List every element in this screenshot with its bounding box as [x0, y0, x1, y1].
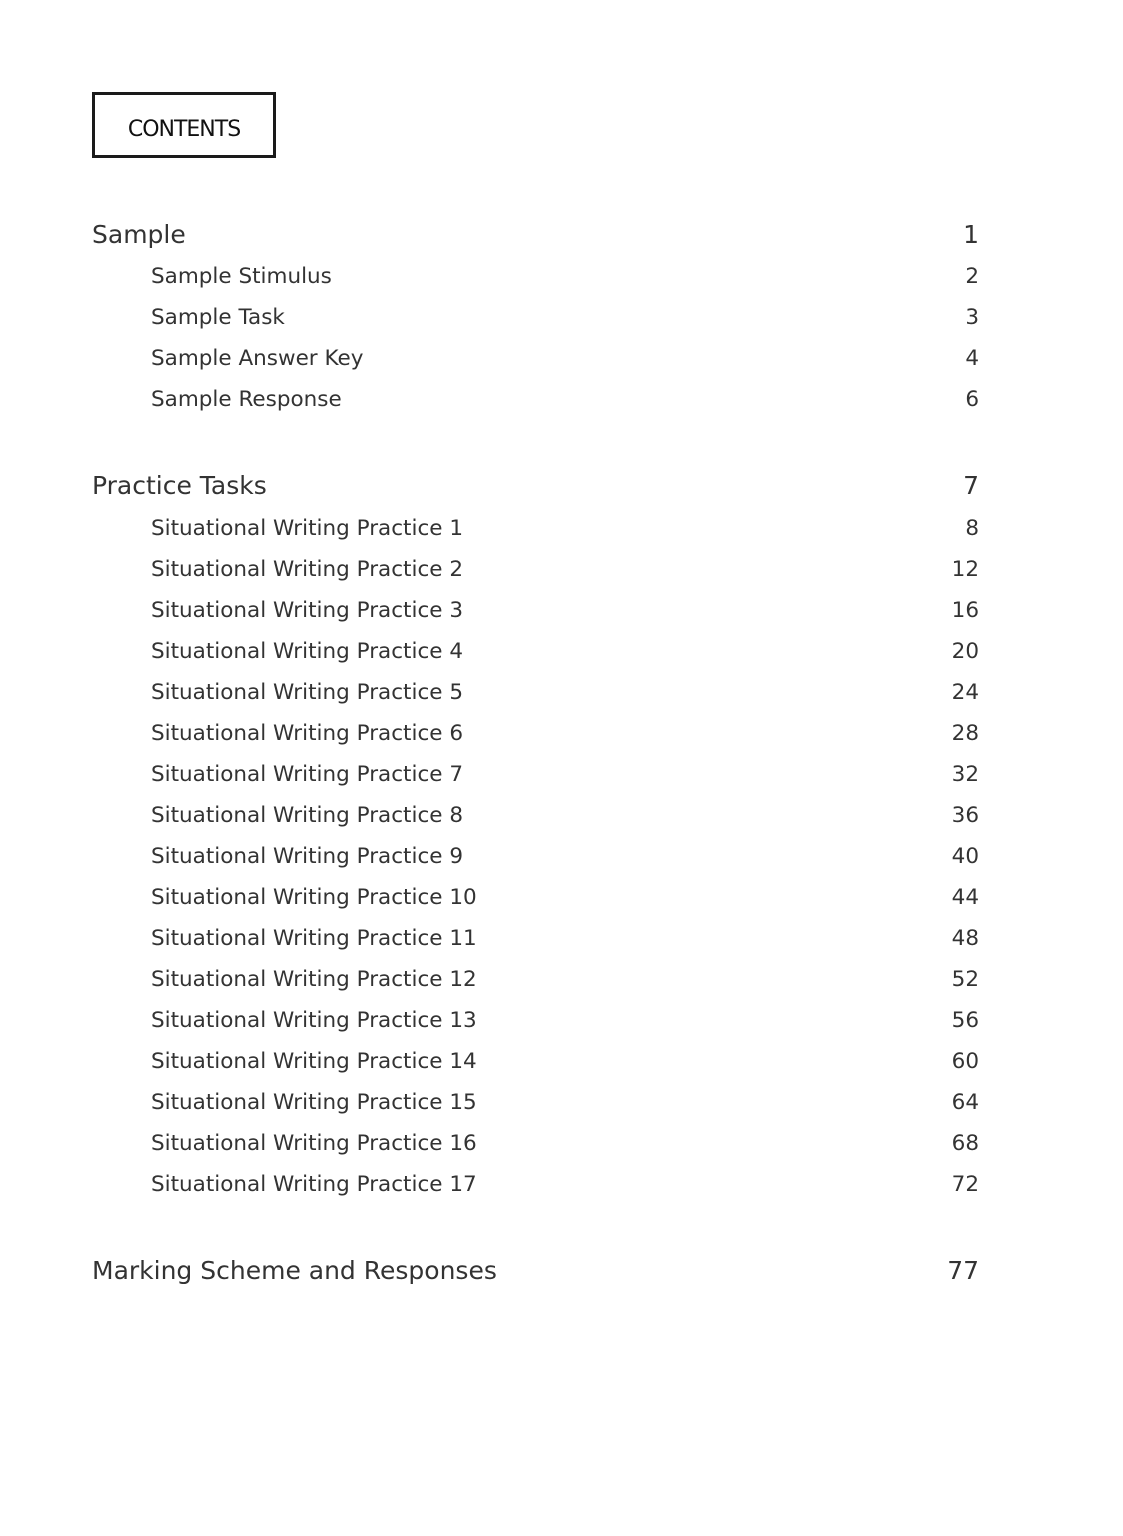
toc-entry[interactable] — [0, 639, 1123, 675]
toc-entry-page: 52 — [951, 967, 979, 992]
toc-entry-page: 12 — [951, 557, 979, 582]
toc-entry-page: 3 — [965, 305, 979, 330]
toc-entry[interactable] — [0, 885, 1123, 921]
toc-entry-title: Situational Writing Practice 11 — [151, 926, 477, 951]
toc-entry-page: 16 — [951, 598, 979, 623]
toc-entry-page: 36 — [951, 803, 979, 828]
toc-entry[interactable] — [0, 1090, 1123, 1126]
toc-entry[interactable] — [0, 346, 1123, 382]
toc-section-page: 1 — [963, 220, 979, 249]
toc-entry-title: Situational Writing Practice 7 — [151, 762, 464, 787]
toc-entry-page: 28 — [951, 721, 979, 746]
contents-heading: contents — [127, 106, 241, 144]
toc-entry-title: Sample Task — [151, 305, 285, 330]
toc-entry-page: 72 — [951, 1172, 979, 1197]
toc-entry-title: Sample Answer Key — [151, 346, 364, 371]
toc-entry-page: 4 — [965, 346, 979, 371]
toc-entry-page: 48 — [951, 926, 979, 951]
toc-entry-page: 40 — [951, 844, 979, 869]
toc-section-sample[interactable] — [0, 220, 1123, 256]
toc-entry-title: Situational Writing Practice 1 — [151, 516, 464, 541]
toc-entry[interactable] — [0, 1008, 1123, 1044]
toc-entry[interactable] — [0, 967, 1123, 1003]
toc-entry-page: 24 — [951, 680, 979, 705]
toc-entry-title: Situational Writing Practice 12 — [151, 967, 477, 992]
toc-entry-page: 64 — [951, 1090, 979, 1115]
toc-entry[interactable] — [0, 803, 1123, 839]
toc-entry-page: 60 — [951, 1049, 979, 1074]
toc-entry[interactable] — [0, 926, 1123, 962]
toc-section-title: Marking Scheme and Responses — [92, 1256, 497, 1285]
toc-entry[interactable] — [0, 844, 1123, 880]
toc-entry-page: 20 — [951, 639, 979, 664]
toc-entry[interactable] — [0, 1131, 1123, 1167]
toc-entry[interactable] — [0, 387, 1123, 423]
toc-entry-title: Situational Writing Practice 13 — [151, 1008, 477, 1033]
contents-heading-box — [92, 92, 276, 158]
toc-entry[interactable] — [0, 264, 1123, 300]
toc-entry-page: 68 — [951, 1131, 979, 1156]
toc-entry[interactable] — [0, 557, 1123, 593]
toc-entry-page: 6 — [965, 387, 979, 412]
toc-section-title: Sample — [92, 220, 186, 249]
toc-entry[interactable] — [0, 762, 1123, 798]
toc-section-page: 77 — [947, 1256, 979, 1285]
toc-entry-title: Situational Writing Practice 8 — [151, 803, 464, 828]
toc-entry[interactable] — [0, 721, 1123, 757]
toc-entry-title: Situational Writing Practice 17 — [151, 1172, 477, 1197]
toc-entry-title: Situational Writing Practice 9 — [151, 844, 464, 869]
toc-entry-page: 56 — [951, 1008, 979, 1033]
toc-entry-title: Situational Writing Practice 5 — [151, 680, 464, 705]
toc-entry-title: Situational Writing Practice 3 — [151, 598, 464, 623]
toc-entry-title: Situational Writing Practice 4 — [151, 639, 464, 664]
toc-entry[interactable] — [0, 680, 1123, 716]
toc-entry-title: Sample Response — [151, 387, 342, 412]
toc-entry[interactable] — [0, 516, 1123, 552]
toc-entry-title: Situational Writing Practice 6 — [151, 721, 464, 746]
toc-entry-title: Situational Writing Practice 10 — [151, 885, 477, 910]
toc-entry[interactable] — [0, 598, 1123, 634]
toc-section-page: 7 — [963, 471, 979, 500]
toc-entry-title: Situational Writing Practice 2 — [151, 557, 464, 582]
toc-entry-page: 8 — [965, 516, 979, 541]
toc-section-title: Practice Tasks — [92, 471, 267, 500]
toc-entry-title: Situational Writing Practice 15 — [151, 1090, 477, 1115]
toc-entry-page: 32 — [951, 762, 979, 787]
toc-entry[interactable] — [0, 1172, 1123, 1208]
toc-entry-title: Sample Stimulus — [151, 264, 332, 289]
toc-entry-title: Situational Writing Practice 14 — [151, 1049, 477, 1074]
toc-entry[interactable] — [0, 305, 1123, 341]
toc-section-marking-scheme[interactable] — [0, 1256, 1123, 1292]
toc-entry[interactable] — [0, 1049, 1123, 1085]
toc-section-practice-tasks[interactable] — [0, 471, 1123, 507]
toc-entry-page: 44 — [951, 885, 979, 910]
toc-entry-page: 2 — [965, 264, 979, 289]
toc-entry-title: Situational Writing Practice 16 — [151, 1131, 477, 1156]
